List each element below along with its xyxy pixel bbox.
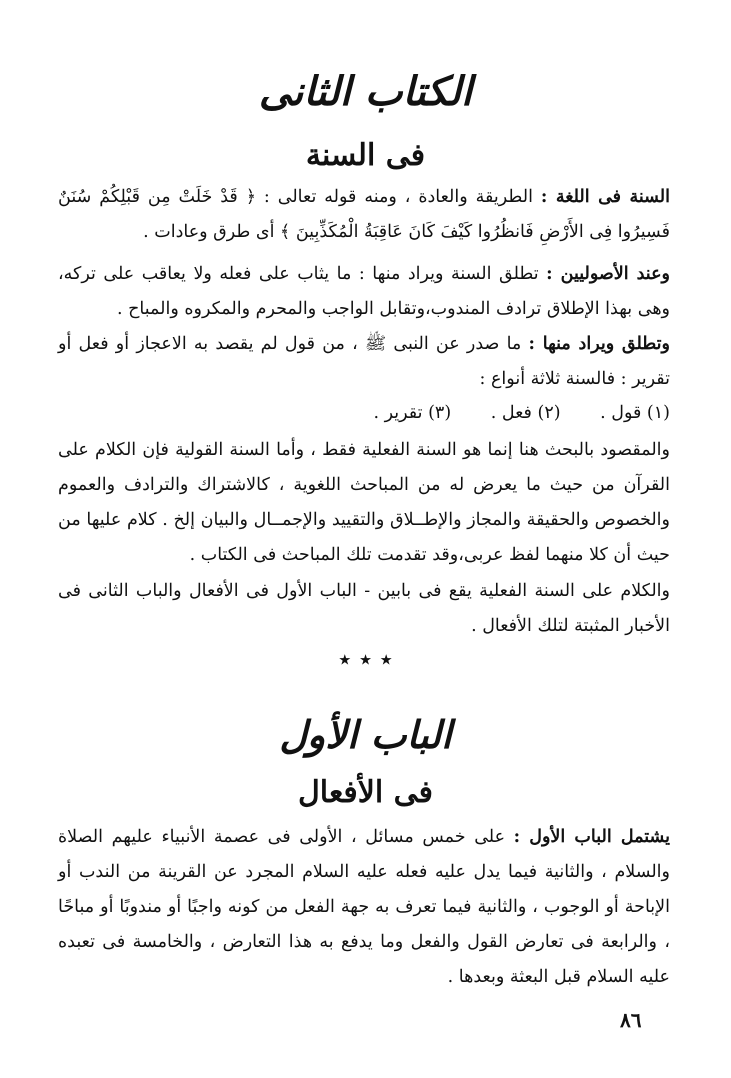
chapter-heading: الباب الأول	[279, 712, 452, 757]
sunnah-type-item: (٣) تقرير .	[373, 403, 452, 423]
paragraph-lead: وعند الأصوليين :	[546, 264, 670, 284]
paragraph-text: ما صدر عن النبى ﷺ ، من قول لم يقصد به الاعجاز أو فعل أو تقرير : فالسنة ثلاثة أنواع :	[58, 334, 670, 389]
book-heading: الكتاب الثانى	[258, 68, 473, 115]
book-subheading: فى السنة	[305, 138, 426, 173]
page-number: ٨٦	[620, 1008, 642, 1032]
paragraph-lead: السنة فى اللغة :	[540, 187, 670, 207]
sunnah-type-item: (١) قول .	[600, 403, 670, 423]
sunnah-types-list	[58, 396, 670, 431]
paragraph-lead: وتطلق ويراد منها :	[528, 334, 670, 354]
sunnah-type-item: (٢) فعل .	[490, 403, 561, 423]
paragraph-lead: يشتمل الباب الأول :	[513, 827, 670, 847]
paragraph-sunnah-definition	[58, 327, 670, 397]
section-separator: ٭ ٭ ٭	[338, 645, 393, 673]
paragraph-chapter-intro	[58, 820, 670, 995]
paragraph-sunnah-fi-liyya: والمقصود بالبحث هنا إنما هو السنة الفعلية فقط ، وأما السنة القولية فإن الكلام على القرآن من حيث ما يعرض له من المباحث اللغوية ، كالاشتراك والترادف والعموم والخصوص والحقيقة والمجاز والإطــلاق والتقييد والإجمــال والبيان إلخ . كلام عليها من حيث أن كلا منهما لفظ عربى،وقد تقدمت تلك المباحث فى الكتاب .	[58, 440, 670, 565]
paragraph-text: الطريقة والعادة ، ومنه قوله تعالى : ﴿ قَدْ خَلَتْ مِن قَبْلِكُمْ سُنَنٌ فَسِيرُوا فِى الأَرْضِ فَانظُرُوا كَيْفَ كَانَ عَاقِبَةُ الْمُكَذِّبِينَ ﴾ أى طرق وعادات .	[58, 187, 670, 242]
paragraph-text: تطلق السنة ويراد منها : ما يثاب على فعله ولا يعاقب على تركه، وهى بهذا الإطلاق ترادف المندوب،وتقابل الواجب والمحرم والمكروه والمباح .	[58, 264, 670, 319]
paragraph-sunnah-usuliyyin	[58, 257, 670, 327]
chapter-subheading: فى الأفعال	[298, 775, 433, 810]
paragraph-sunnah-language	[58, 180, 670, 250]
paragraph-two-chapters: والكلام على السنة الفعلية يقع فى بابين - الباب الأول فى الأفعال والباب الثانى فى الأخبار المثبتة لتلك الأفعال .	[58, 581, 670, 636]
paragraph-text: على خمس مسائل ، الأولى فى عصمة الأنبياء عليهم الصلاة والسلام ، والثانية فيما يدل عليه فعله عليه السلام المجرد عن القرينة من الندب أو الإباحة أو الوجوب ، والثانية فيما تعرف به جهة الفعل من كونه واجبًا أو مندوبًا أو مباحًا ، والرابعة فى تعارض القول والفعل وما يدفع به هذا التعارض ، والخامسة فى تعبده عليه السلام قبل البعثة وبعدها .	[58, 827, 670, 987]
